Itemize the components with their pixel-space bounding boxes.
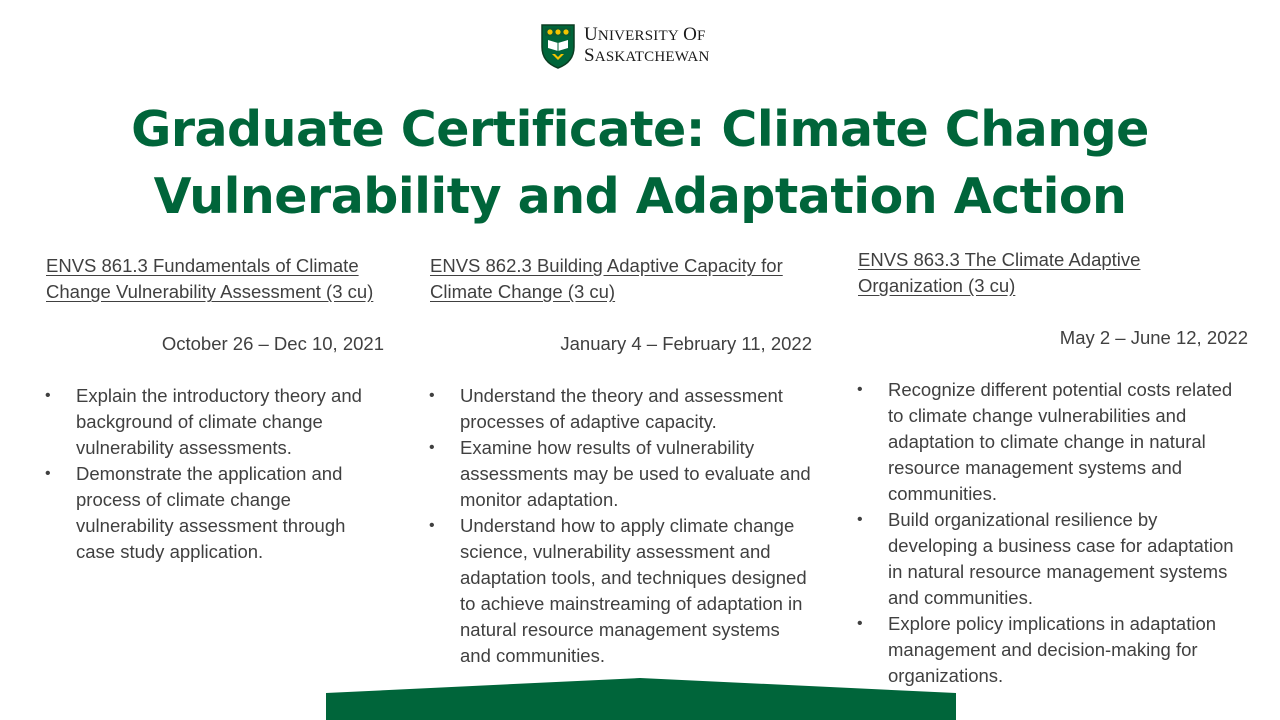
- outcome-item: • Explore policy implications in adaptation management and decision-making for organizations.: [858, 611, 1248, 689]
- logo-wordmark: [584, 25, 709, 67]
- outcome-item: • Demonstrate the application and process of climate change vulnerability assessment through case study application.: [46, 461, 384, 565]
- page-title: Graduate Certificate: Climate Change Vulnerability and Adaptation Action: [131, 101, 1149, 225]
- outcome-item: • Examine how results of vulnerability assessments may be used to evaluate and monitor adaptation.: [430, 435, 812, 513]
- course-dates: January 4 – February 11, 2022: [560, 333, 812, 354]
- course-dates: May 2 – June 12, 2022: [1059, 327, 1248, 348]
- course-column-3: [858, 247, 1248, 689]
- outcome-list: [46, 383, 384, 565]
- outcome-list: [858, 377, 1248, 689]
- outcome-item: • Understand how to apply climate change science, vulnerability assessment and adaptation tools, and techniques designed to achieve mainstreaming of adaptation in natural resource management systems and communities.: [430, 513, 812, 669]
- course-column-1: [46, 253, 384, 565]
- course-column-2: [430, 253, 812, 669]
- outcome-item: • Recognize different potential costs related to climate change vulnerabilities and adaptation to climate change in natural resource management systems and communities.: [858, 377, 1248, 507]
- outcome-list: [430, 383, 812, 669]
- course-title-link[interactable]: ENVS 861.3 Fundamentals of Climate Change Vulnerability Assessment (3 cu): [46, 255, 374, 302]
- outcome-item: • Build organizational resilience by developing a business case for adaptation in natural resource management systems and communities.: [858, 507, 1248, 611]
- course-dates: October 26 – Dec 10, 2021: [161, 333, 384, 354]
- crest-icon: [540, 23, 576, 69]
- logo-line-1: UNIVERSITY OF: [584, 24, 706, 45]
- outcome-item: • Understand the theory and assessment processes of adaptive capacity.: [430, 383, 812, 435]
- outcome-item: • Explain the introductory theory and background of climate change vulnerability assessments.: [46, 383, 384, 461]
- course-title-link[interactable]: ENVS 862.3 Building Adaptive Capacity for Climate Change (3 cu): [430, 255, 783, 302]
- footer-band: [326, 676, 956, 720]
- university-logo: [540, 23, 709, 69]
- course-title-link[interactable]: ENVS 863.3 The Climate Adaptive Organization (3 cu): [858, 249, 1141, 296]
- logo-line-2: SASKATCHEWAN: [584, 45, 710, 66]
